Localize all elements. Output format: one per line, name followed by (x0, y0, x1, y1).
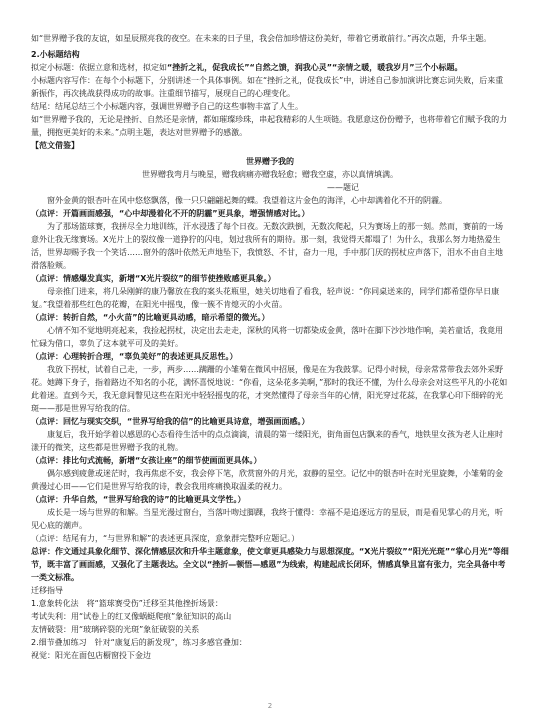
essay-paragraph-6: 康复后，我开始学着以感恩的心态看待生活中的点点滴滴，清晨的第一缕阳光，街角面包店飘来的香气，地铁里女孩为老人让座时漾开的微笑，这些都是世界赠予我的礼物。 (31, 430, 503, 452)
epigraph-label: ——题记 (327, 183, 359, 192)
page-number: 2 (267, 702, 273, 710)
comment-1: （点评：开篇画面感强，“心中却漫着化不开的阴霾”更具象，增强情感对比。） (31, 209, 310, 218)
subtitle-drafting-label: 拟定小标题：依据立意和选材，拟定如 (31, 63, 167, 72)
transfer-item-1-exam: 考试失利：用“试卷上的红叉像蜗蜓爬痕”象征知识的高山 (31, 612, 232, 621)
comment-7: （点评：升华自然，“世界写给我的诗”的比喻更具文学性。） (31, 495, 246, 504)
transfer-guidance-heading: 迁移指导 (31, 586, 63, 595)
comment-4: （点评：心理转折合理，“辜负美好”的表述更具反思性。） (31, 352, 238, 361)
section-heading-model-essay: 【范文借鉴】 (31, 141, 79, 150)
comment-5: （点评：回忆与现实交织，“世界写给我的信”的比喻更具诗意，增强画面感。） (31, 417, 310, 426)
essay-paragraph-8: 成长是一场与世界的和解。当星光漫过窗台，当落叶吻过脚踝，我终于懂得：幸福不是追逐远方的星辰，而是看见掌心的月光，听见心底的潮声。 (31, 508, 503, 530)
comment-8: （点评：结尾有力，“与世界和解”的表述更具深度，意象群完整呼应题记。） (31, 534, 300, 543)
intro-example-text: 如“世界赠予我的友谊，如星辰照亮我的夜空。在未来的日子里，我会倍加珍惜这份美好，带着它勇敢前行。”再次点题，升华主题。 (31, 34, 492, 43)
subtitle-examples: “挫折之礼，促我成长”“自然之馈，润我心灵”“亲情之暖，暖我岁月”三个小标题。 (167, 63, 463, 72)
transfer-item-2: 2.细节叠加练习 针对“康复后的新发现”，练习多感官叠加： (31, 638, 247, 647)
comment-3: （点评：转折自然，“小火苗”的比喻更具动感，暗示希望的微光。） (31, 313, 270, 322)
overall-review: 总评：作文通过具象化细节、深化情感层次和升华主题意象，使文章更具感染力与思想深度。“X光片裂纹”“阳光光斑”“掌心月光”等细节，既丰富了画面感，又强化了主题表达。全文以“挫折—顿悟—感恩”为线索，构建起成长闭环，情感真挚且富有张力，完全具备中考一类文标准。 (31, 547, 509, 582)
section-heading-subtitle-structure: 2.小标题结构 (31, 50, 80, 59)
ending-guidance-text: 结尾：结尾总结三个小标题内容，强调世界赠予自己的这些事物丰富了人生。 (31, 102, 303, 111)
essay-paragraph-3: 母亲推门进来，将几朵刚鲜的康乃馨放在我的案头花瓶里，她关切地看了看我，轻声说：“你同桌送来的，同学们都希望你早日康复。”我望着那些红色的花瓣，在阳光中摇曳，像一簇不肯熄灭的小火苗。 (31, 287, 500, 309)
essay-paragraph-5: 我放下拐杖，试着自己走，一步，两步……蹒跚的小雏菊在微风中招展，像是在为我鼓掌。记得小时候，母亲常常带我去郊外采野花。她蹲下身子，指着路边不知名的小花，满怀喜悦地说：“你看，这朵花多美啊，”那时的我还不懂，为什么母亲会对这些平凡的小花如此着迷。直到今天，我无意间瞥见这些在阳光中轻轻摇曳的花，才突然懂得了母亲当年的心情，阳光穿过花蕊，在我掌心印下细碎的光斑——那是世界写给我的信。 (31, 365, 508, 413)
ending-example-text: 如“世界赠予我的，无论是挫折、自然还是亲情，都如璀璨珍珠，串起我精彩的人生项链。我愿意这份份赠予，也将带着它们赋予我的力量，拥抱更美好的未来。”点明主题，表达对世界赠予的感激。 (31, 115, 508, 137)
essay-paragraph-2: 为了那场篮球赛，我拼尽全力地训练，汗水浸透了每个日夜。无数次跌倒，无数次爬起，只为赛场上的那一刻。然而，赛前的一场意外让我无缘赛场。X光片上的裂纹像一道狰狞的闪电，划过我所有的期待。那一刻，我觉得天都塌了！为什么，我那么努力地热爱生活，世界却赐予我一个笑话……窗外的落叶依然无声地坠下，我愤怒、不甘，奋力一甩，手中那门厌的拐杖应声落下，泪水不由自主地滑落脸颊。 (31, 222, 503, 270)
comment-6: （点评：排比句式流畅，新增“女孩让座”的细节使画面更具体。） (31, 456, 262, 465)
essay-paragraph-7: 偶尔感到疲惫或迷茫时，我再焦虑不安，我会停下笔，欣赏窗外的月光，寂静的星空。记忆中的银杏叶在时光里旋舞，小雏菊的金黄漫过心田——它们是世界写给我的诗，教会我用疼痛换取温柔的视力。 (31, 469, 503, 491)
essay-paragraph-1: 窗外金黄的银杏叶在风中悠悠飘落，像一只只翩翩起舞的蝶。我望着这片金色的海洋，心中却满着化不开的阴霾。 (47, 196, 447, 205)
essay-paragraph-4: 心情不知不觉地明亮起来，我捡起拐杖，决定出去走走，深秋的风将一切都染成金黄，落叶在脚下沙沙地作响，美若童话，我竟用忙碌为借口，辜负了这本就平可及的美好。 (31, 326, 503, 348)
transfer-item-1-friendship: 友情破裂：用“玻璃碎裂的光斑”象征破裂的关系 (31, 625, 200, 634)
transfer-item-1: 1.意象转化法 将“篮球赛受伤”迁移至其他挫折场景： (31, 599, 223, 608)
subtitle-content-text: 小标题内容写作：在每个小标题下，分别讲述一个具体事例。如在“挫折之礼，促我成长”中，讲述自己参加演讲比赛忘词失败，后来重新振作，再次挑战获得成功的故事。注重细节描写，展现自己的心理变化。 (31, 76, 504, 98)
transfer-item-2-visual: 视觉：阳光在面包店橱窗投下金边 (31, 651, 151, 660)
subtitle-drafting-line (31, 61, 509, 74)
comment-2: （点评：情感爆发真实，新增“X光片裂纹”的细节使挫败感更具象。） (31, 274, 276, 283)
essay-title: 世界赠予我的 (246, 157, 294, 166)
epigraph-text: 世界赠我弯月与晚星，赠我病痛亦赠我轻愈；赠我空虚，亦以真情填满。 (142, 170, 398, 179)
